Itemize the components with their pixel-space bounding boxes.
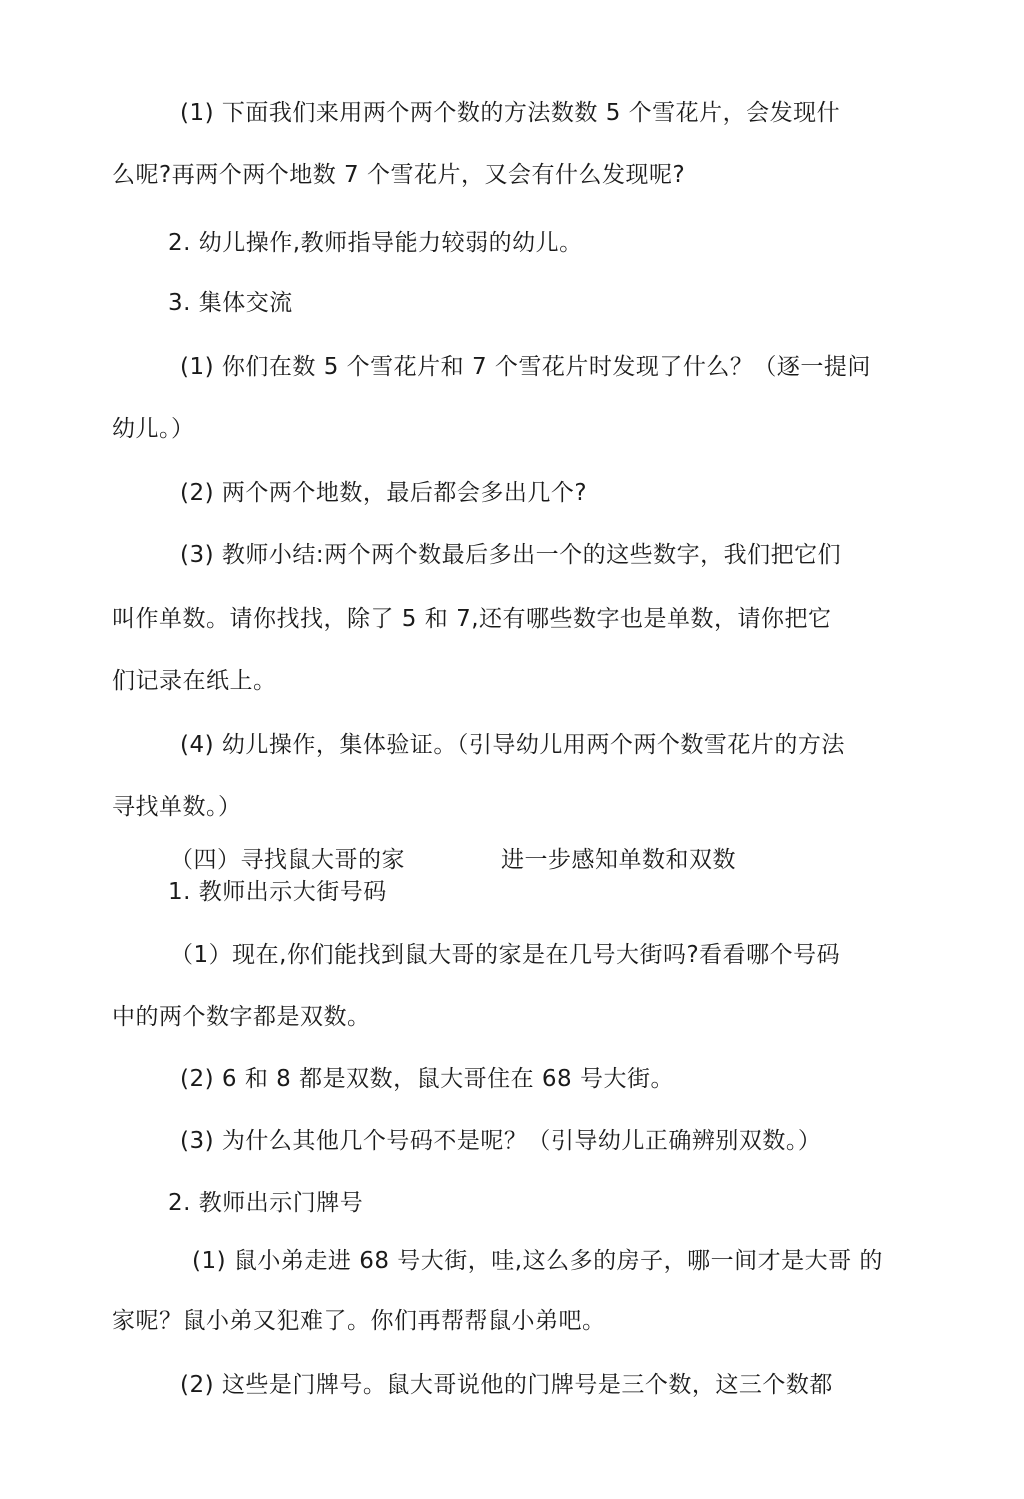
text-line: 寻找单数。）: [112, 794, 242, 820]
text-line: 么呢?再两个两个地数 7 个雪花片，又会有什么发现呢?: [112, 162, 686, 188]
text-line: (3) 为什么其他几个号码不是呢？（引导幼儿正确辨别双数。）: [180, 1128, 822, 1154]
section-heading: 1. 教师出示大街号码: [168, 879, 387, 905]
text-line: (1) 你们在数 5 个雪花片和 7 个雪花片时发现了什么？（逐一提问: [180, 354, 871, 380]
text-line: (2) 6 和 8 都是双数，鼠大哥住在 68 号大街。: [180, 1066, 674, 1092]
section-title: （四）寻找鼠大哥的家: [170, 847, 405, 873]
text-line: 叫作单数。请你找找，除了 5 和 7,还有哪些数字也是单数，请你把它: [112, 606, 832, 632]
text-line: （1）现在,你们能找到鼠大哥的家是在几号大街吗?看看哪个号码: [170, 942, 841, 968]
section-heading: 2. 教师出示门牌号: [168, 1190, 364, 1216]
section-subtitle: 进一步感知单数和双数: [501, 847, 736, 873]
text-line: (4) 幼儿操作，集体验证。（引导幼儿用两个两个数雪花片的方法: [180, 732, 845, 758]
text-line: 们记录在纸上。: [112, 668, 277, 694]
text-line: (1) 下面我们来用两个两个数的方法数数 5 个雪花片，会发现什: [180, 100, 841, 126]
text-line: 家呢？鼠小弟又犯难了。你们再帮帮鼠小弟吧。: [112, 1308, 606, 1334]
section-heading: [170, 845, 736, 875]
text-line: (1) 鼠小弟走进 68 号大街，哇,这么多的房子，哪一间才是大哥 的: [192, 1248, 883, 1274]
text-line: 中的两个数字都是双数。: [112, 1004, 371, 1030]
text-line: (3) 教师小结:两个两个数最后多出一个的这些数字，我们把它们: [180, 542, 842, 568]
text-line: (2) 两个两个地数，最后都会多出几个?: [180, 480, 588, 506]
text-line: 2. 幼儿操作,教师指导能力较弱的幼儿。: [168, 230, 583, 256]
section-heading: 3. 集体交流: [168, 290, 293, 316]
text-line: (2) 这些是门牌号。鼠大哥说他的门牌号是三个数，这三个数都: [180, 1372, 833, 1398]
text-line: 幼儿。）: [112, 416, 195, 442]
